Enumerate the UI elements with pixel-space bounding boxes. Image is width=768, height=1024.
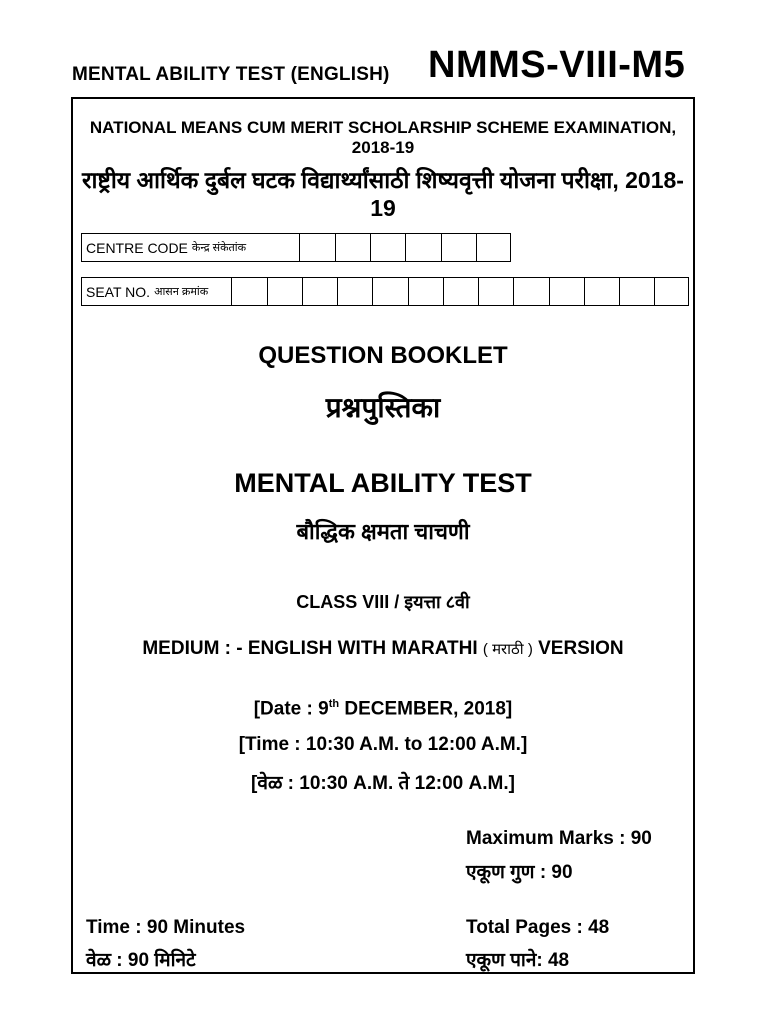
- max-marks-mr: एकूण गुण : 90: [466, 862, 573, 883]
- exam-time-en: [Time : 10:30 A.M. to 12:00 A.M.]: [238, 734, 528, 755]
- seat-no-cell[interactable]: [444, 278, 480, 305]
- exam-time-mr: [वेळ : 10:30 A.M. ते 12:00 A.M.]: [251, 773, 515, 794]
- seat-no-cell[interactable]: [620, 278, 655, 305]
- seat-no-cell[interactable]: [585, 278, 621, 305]
- paper-code: NMMS-VIII-M5: [428, 44, 686, 86]
- centre-code-cell[interactable]: [406, 234, 442, 261]
- centre-code-label: CENTRE CODE केन्द्र संकेतांक: [82, 234, 300, 261]
- seat-no-cell[interactable]: [338, 278, 373, 305]
- total-pages-en: Total Pages : 48: [466, 917, 610, 938]
- seat-no-label: SEAT NO. आसन क्रमांक: [82, 278, 232, 305]
- centre-code-cell[interactable]: [442, 234, 478, 261]
- centre-code-cell[interactable]: [300, 234, 336, 261]
- max-marks-en: Maximum Marks : 90: [466, 828, 652, 849]
- exam-title-en: NATIONAL MEANS CUM MERIT SCHOLARSHIP SCHEME EXAMINATION, 2018-19: [89, 118, 677, 157]
- medium-line: MEDIUM : - ENGLISH WITH MARATHI ( मराठी ) VERSION: [142, 638, 624, 659]
- centre-code-cell[interactable]: [371, 234, 406, 261]
- booklet-title-mr: प्रश्नपुस्तिका: [325, 392, 441, 423]
- exam-title-mr: राष्ट्रीय आर्थिक दुर्बल घटक विद्यार्थ्यांसाठी शिष्यवृत्ती योजना परीक्षा, 2018-19: [82, 167, 684, 221]
- seat-no-cell[interactable]: [373, 278, 409, 305]
- seat-no-cell[interactable]: [409, 278, 444, 305]
- centre-code-box[interactable]: [81, 233, 511, 262]
- test-name-mr: बौद्धिक क्षमता चाचणी: [296, 519, 470, 544]
- seat-no-cell[interactable]: [550, 278, 585, 305]
- duration-en: Time : 90 Minutes: [86, 917, 246, 938]
- total-pages-mr: एकूण पाने: 48: [466, 950, 570, 971]
- seat-no-cell[interactable]: [268, 278, 303, 305]
- duration-mr: वेळ : 90 मिनिटे: [86, 950, 196, 971]
- test-name-en: MENTAL ABILITY TEST: [234, 468, 532, 498]
- seat-no-cell[interactable]: [232, 278, 268, 305]
- subject-label: MENTAL ABILITY TEST (ENGLISH): [72, 64, 390, 85]
- seat-no-cell[interactable]: [514, 278, 550, 305]
- seat-no-cell[interactable]: [655, 278, 688, 305]
- centre-code-cell[interactable]: [477, 234, 510, 261]
- booklet-title-en: QUESTION BOOKLET: [258, 342, 508, 369]
- centre-code-cell[interactable]: [336, 234, 372, 261]
- exam-date: [Date : 9th DECEMBER, 2018]: [253, 698, 513, 720]
- class-line: CLASS VIII / इयत्ता ८वी: [296, 592, 470, 612]
- seat-no-box[interactable]: [81, 277, 689, 306]
- seat-no-cell[interactable]: [303, 278, 339, 305]
- seat-no-cell[interactable]: [479, 278, 514, 305]
